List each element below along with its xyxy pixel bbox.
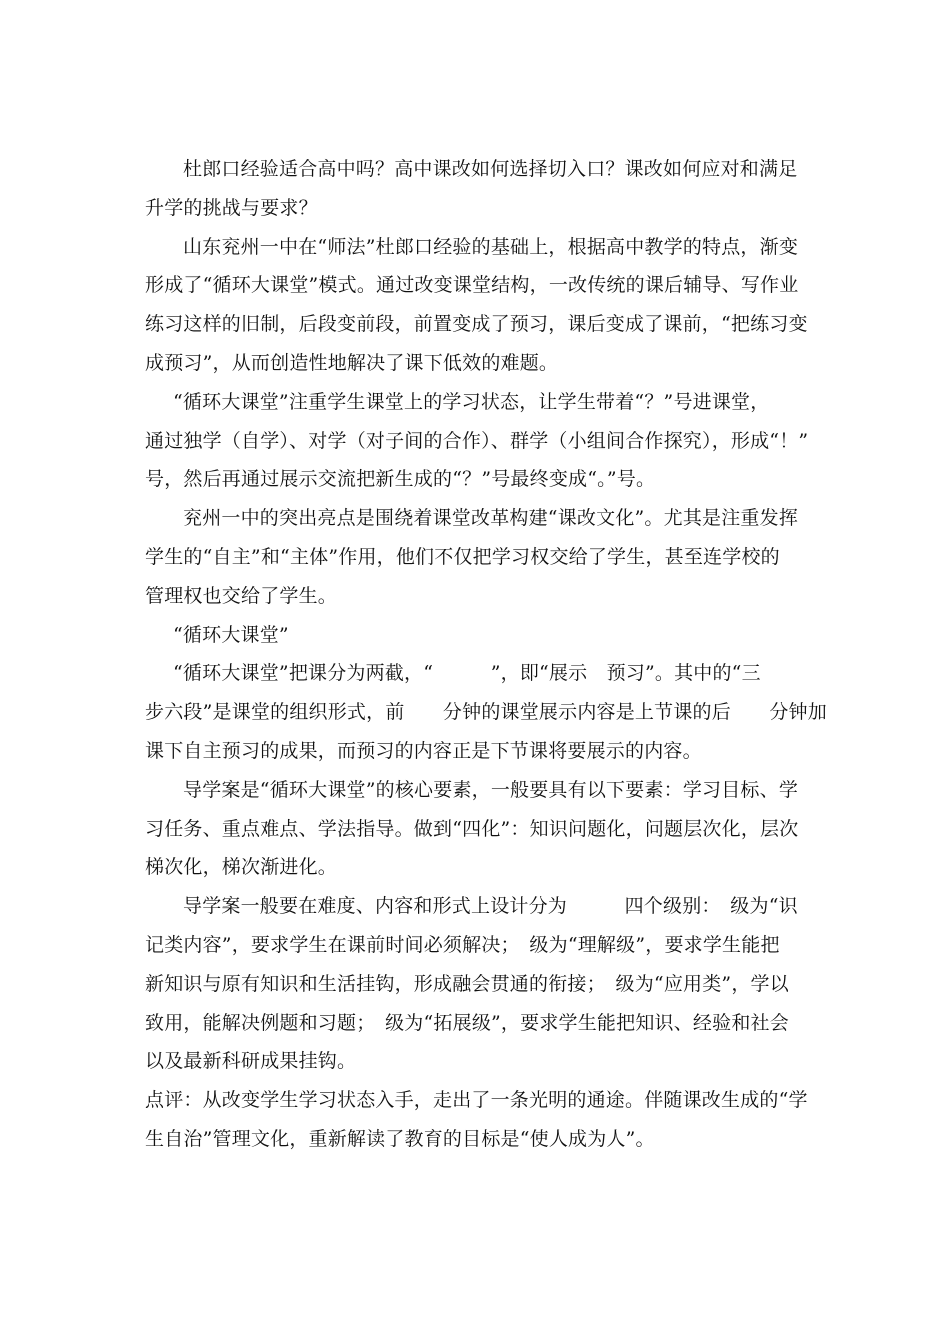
paragraph-culture (145, 499, 810, 615)
text-line: 通过独学（自学）、对学（对子间的合作）、群学（小组间合作探究），形成“！” (145, 429, 809, 452)
text-line: 山东兖州一中在“师法”杜郎口经验的基础上，根据高中教学的特点，渐变 (183, 235, 799, 258)
text-line: 导学案一般要在难度、内容和形式上设计分为 四个级别： 级为“识 (183, 895, 798, 918)
heading-line: “循环大课堂” (173, 623, 289, 646)
text-line: 导学案是“循环大课堂”的核心要素，一般要具有以下要素：学习目标、学 (183, 778, 799, 801)
paragraph-comment (145, 1081, 810, 1159)
paragraph-two-parts (145, 654, 827, 770)
text-line: 课下自主预习的成果，而预习的内容正是下节课将要展示的内容。 (145, 739, 702, 762)
text-line: 以及最新科研成果挂钩。 (145, 1050, 357, 1073)
text-line: 生自治”管理文化，重新解读了教育的目标是“使人成为人”。 (145, 1127, 655, 1150)
text-line: 杜郎口经验适合高中吗？高中课改如何选择切入口？课改如何应对和满足 (183, 158, 798, 180)
text-line: 点评：从改变学生学习状态入手，走出了一条光明的通途。伴随课改生成的“学 (145, 1089, 808, 1112)
text-line: 致用，能解决例题和习题； 级为“拓展级”，要求学生能把知识、经验和社会 (145, 1011, 789, 1034)
text-line: 学生的“自主”和“主体”作用，他们不仅把学习权交给了学生，甚至连学校的 (145, 545, 780, 568)
text-line: 步六段”是课堂的组织形式，前 分钟的课堂展示内容是上节课的后 分钟加 (145, 701, 827, 724)
paragraph-learning-state (145, 383, 810, 499)
text-line: 兖州一中的突出亮点是围绕着课堂改革构建“课改文化”。尤其是注重发挥 (183, 507, 799, 530)
text-line: 梯次化，梯次渐进化。 (145, 856, 338, 879)
text-line: 记类内容”，要求学生在课前时间必须解决； 级为“理解级”，要求学生能把 (145, 933, 780, 956)
text-line: 形成了“循环大课堂”模式。通过改变课堂结构，一改传统的课后辅导、写作业 (145, 274, 799, 297)
document-body (145, 150, 827, 1159)
text-line: 习任务、重点难点、学法指导。做到“四化”：知识问题化，问题层次化，层次 (145, 817, 799, 840)
text-line: 成预习”，从而创造性地解决了课下低效的难题。 (145, 351, 559, 374)
paragraph-guide-elements (145, 771, 810, 887)
text-line: 管理权也交给了学生。 (145, 584, 338, 607)
text-line: 新知识与原有知识和生活挂钩，形成融会贯通的衔接； 级为“应用类”，学以 (145, 972, 789, 995)
text-line: “循环大课堂”注重学生课堂上的学习状态，让学生带着“？”号进课堂， (173, 390, 770, 413)
paragraph-question (145, 150, 810, 228)
text-line: 练习这样的旧制，后段变前段，前置变成了预习，课后变成了课前，“把练习变 (145, 313, 808, 336)
text-line: “循环大课堂”把课分为两截，“ ”，即“展示 预习”。其中的“三 (173, 662, 761, 685)
paragraph-intro (145, 228, 810, 383)
section-heading (145, 616, 810, 655)
text-line: 号，然后再通过展示交流把新生成的“？”号最终变成“。”号。 (145, 468, 656, 491)
paragraph-guide-levels (145, 887, 810, 1081)
text-line: 升学的挑战与要求？ (145, 196, 318, 219)
